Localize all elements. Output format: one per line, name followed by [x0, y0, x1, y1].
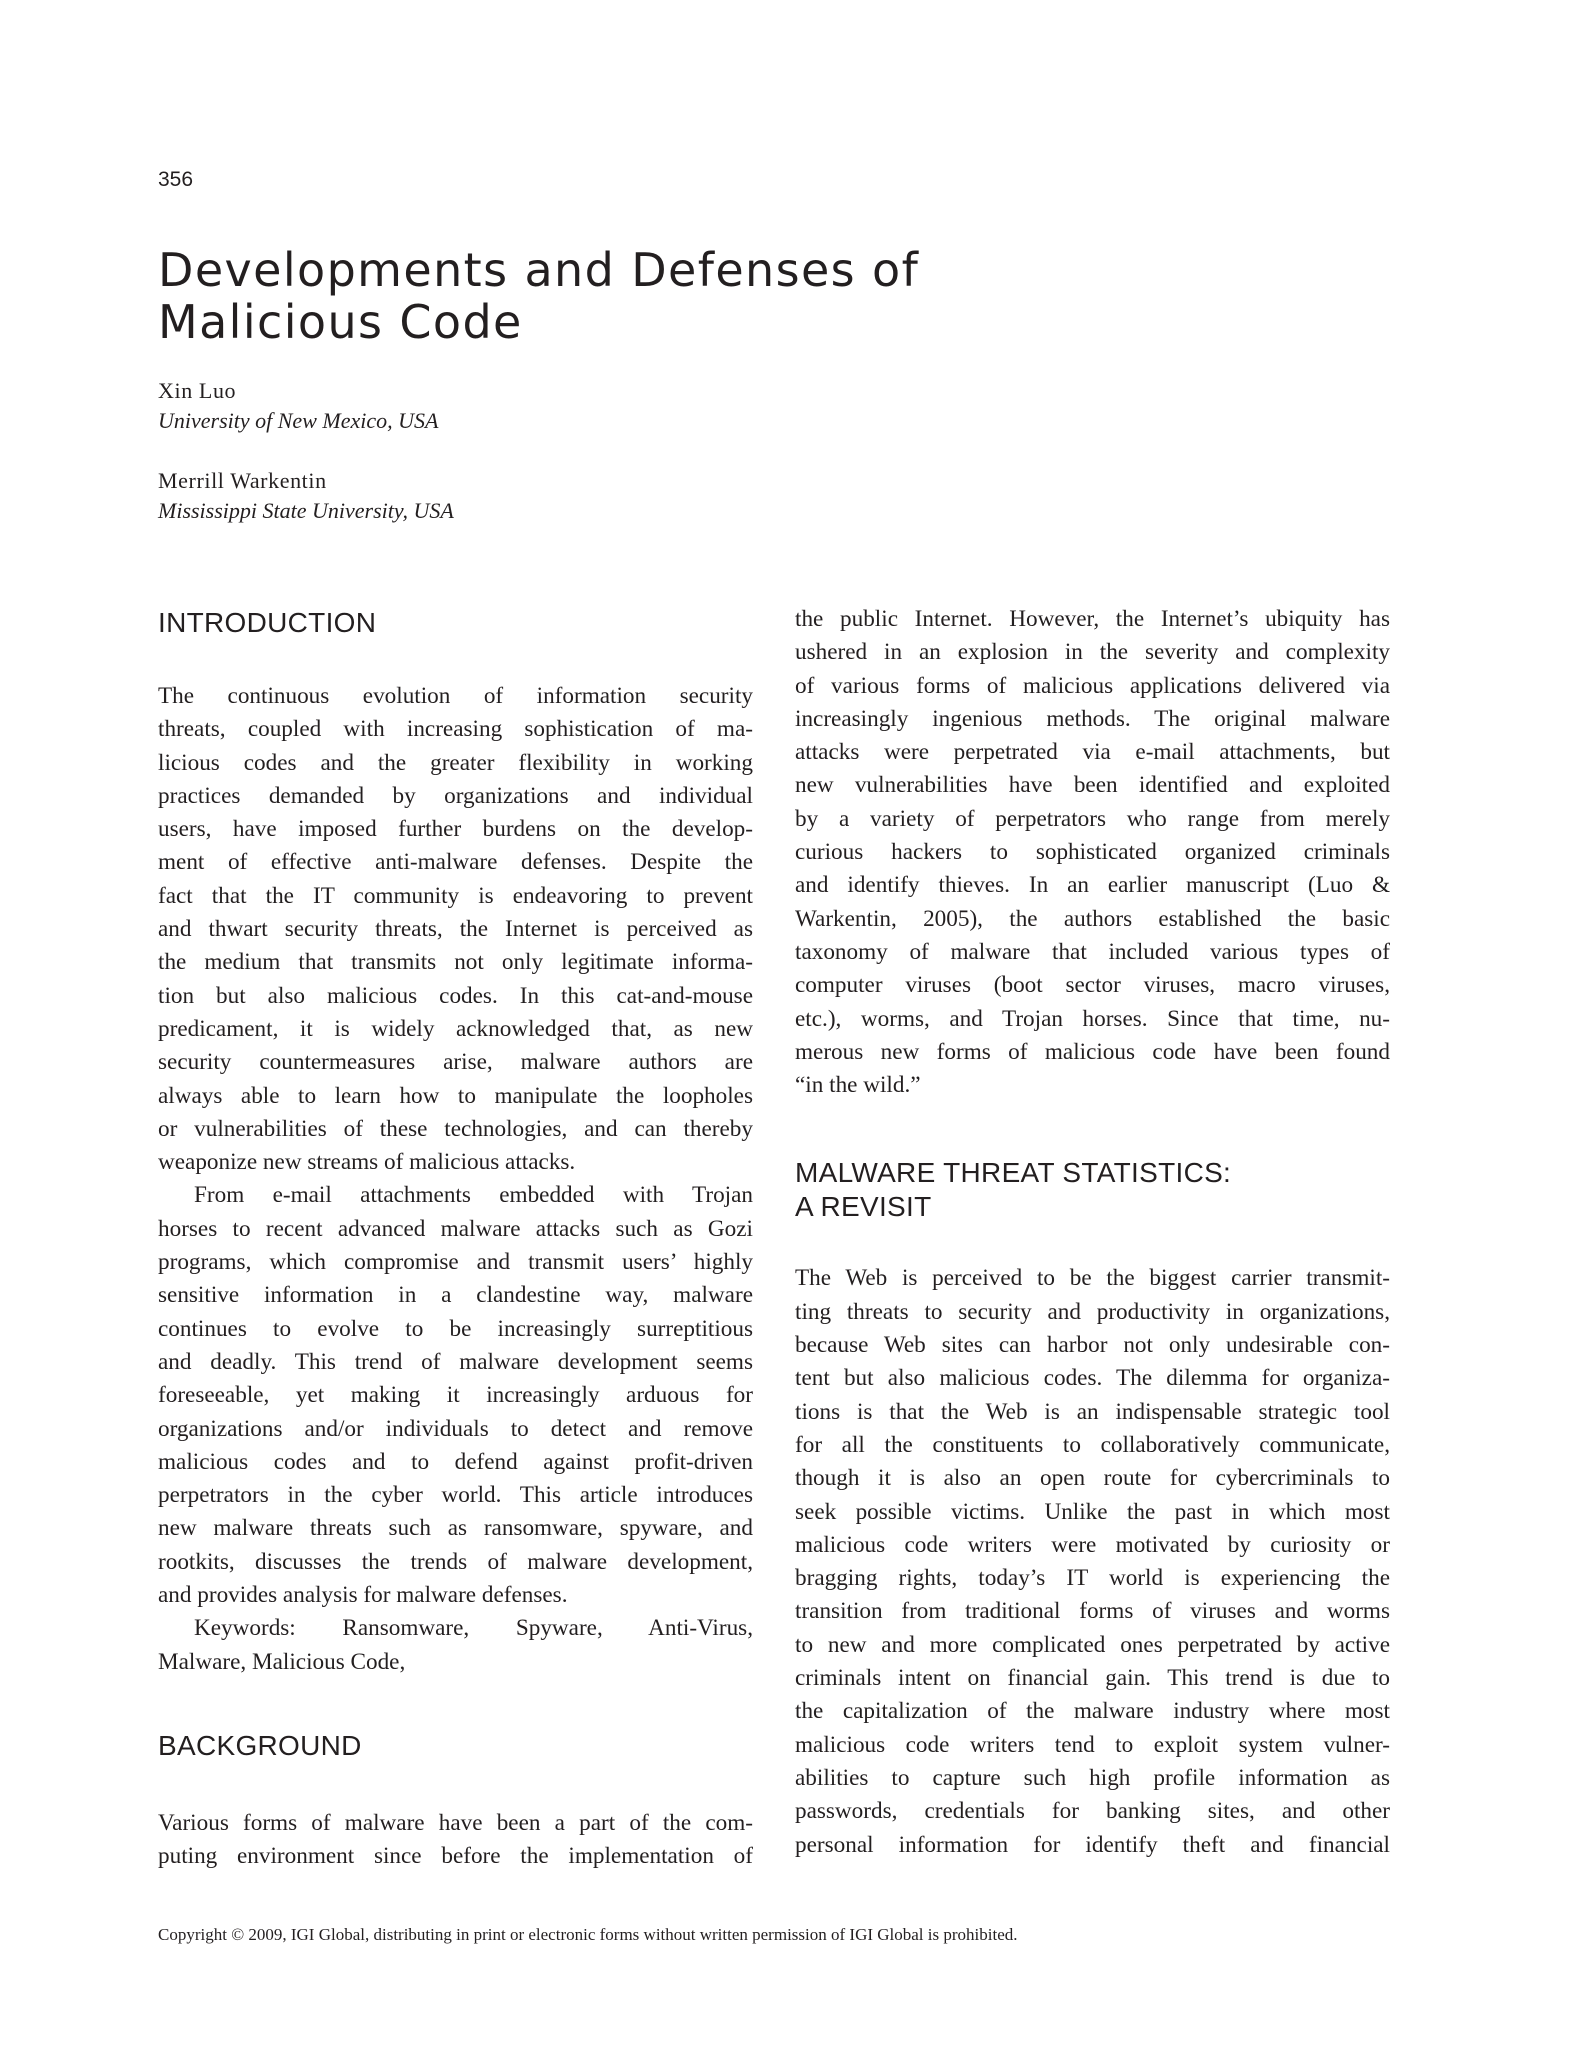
text-line: tion but also malicious codes. In this cat-and-mouse [158, 982, 753, 1009]
text-line: of various forms of malicious applications delivered via [795, 672, 1390, 699]
text-line: programs, which compromise and transmit users’ highly [158, 1249, 753, 1276]
text-line: malicious code writers tend to exploit system vulner- [795, 1731, 1390, 1758]
intro-paragraph-1 [158, 680, 753, 1179]
text-line: threats, coupled with increasing sophistication of ma- [158, 716, 753, 743]
text-line: tions is that the Web is an indispensable strategic tool [795, 1398, 1390, 1425]
text-line: organizations and/or individuals to detect and remove [158, 1415, 753, 1442]
text-line: sensitive information in a clandestine way, malware [158, 1282, 753, 1309]
text-line: continues to evolve to be increasingly surreptitious [158, 1315, 753, 1342]
section-heading-background [158, 1729, 753, 1763]
text-line: etc.), worms, and Trojan horses. Since that time, nu- [795, 1005, 1390, 1032]
text-line: because Web sites can harbor not only undesirable con- [795, 1332, 1390, 1359]
text-line: and identify thieves. In an earlier manuscript (Luo & [795, 872, 1390, 899]
author-block [158, 466, 454, 526]
page-number: 356 [158, 168, 194, 191]
background-paragraph [158, 1807, 753, 1874]
text-line: passwords, credentials for banking sites, and other [795, 1798, 1390, 1825]
text-line: attacks were perpetrated via e-mail attachments, but [795, 739, 1390, 766]
text-line: rootkits, discusses the trends of malware development, [158, 1548, 753, 1575]
text-line: or vulnerabilities of these technologies, and can thereby [158, 1115, 753, 1142]
text-line: and thwart security threats, the Internet is perceived as [158, 916, 753, 943]
statistics-paragraph [795, 1262, 1390, 1861]
author-affiliation: University of New Mexico, USA [158, 408, 439, 433]
text-line: seek possible victims. Unlike the past in which most [795, 1498, 1390, 1525]
text-line: the public Internet. However, the Internet’s ubiquity has [795, 606, 1390, 632]
text-line: perpetrators in the cyber world. This article introduces [158, 1482, 753, 1509]
text-line: horses to recent advanced malware attacks such as Gozi [158, 1215, 753, 1242]
text-line: computer viruses (boot sector viruses, macro viruses, [795, 972, 1390, 999]
heading-line: A REVISIT [795, 1191, 932, 1223]
text-line: Keywords: Ransomware, Spyware, Anti-Virus, [194, 1615, 753, 1642]
text-line: ment of effective anti-malware defenses. Despite the [158, 849, 753, 876]
text-line: Malware, Malicious Code, [158, 1648, 406, 1675]
left-column [158, 606, 753, 1874]
section-heading-introduction [158, 606, 753, 640]
text-line: malicious code writers were motivated by curiosity or [795, 1531, 1390, 1558]
text-line: always able to learn how to manipulate the loopholes [158, 1082, 753, 1109]
text-line: to new and more complicated ones perpetrated by active [795, 1631, 1390, 1658]
text-line: puting environment since before the implementation of [158, 1843, 753, 1870]
heading-line: INTRODUCTION [158, 607, 377, 638]
text-line: security countermeasures arise, malware authors are [158, 1049, 753, 1076]
heading-line: BACKGROUND [158, 1729, 362, 1761]
text-line: taxonomy of malware that included various types of [795, 938, 1390, 965]
text-line: practices demanded by organizations and individual [158, 782, 753, 809]
text-line: and provides analysis for malware defenses. [158, 1582, 568, 1609]
text-line: new malware threats such as ransomware, spyware, and [158, 1515, 753, 1542]
text-line: curious hackers to sophisticated organized criminals [795, 839, 1390, 866]
author-name: Merrill Warkentin [158, 468, 327, 493]
text-line: criminals intent on financial gain. This trend is due to [795, 1665, 1390, 1692]
title-line: Developments and Defenses of [158, 243, 920, 297]
text-line: Warkentin, 2005), the authors established the basic [795, 905, 1390, 932]
text-line: malicious codes and to defend against profit-driven [158, 1448, 753, 1475]
article-title [158, 244, 1058, 348]
text-line: weaponize new streams of malicious attacks. [158, 1149, 576, 1176]
text-line: fact that the IT community is endeavoring to prevent [158, 882, 753, 909]
text-line: the capitalization of the malware industry where most [795, 1698, 1390, 1725]
text-line: increasingly ingenious methods. The original malware [795, 705, 1390, 732]
author-name: Xin Luo [158, 378, 237, 403]
text-line: by a variety of perpetrators who range from merely [795, 805, 1390, 832]
text-line: abilities to capture such high profile information as [795, 1764, 1390, 1791]
right-column [795, 603, 1390, 1862]
background-paragraph-continued [795, 603, 1390, 1102]
text-line: ting threats to security and productivity in organizations, [795, 1298, 1390, 1325]
author-affiliation: Mississippi State University, USA [158, 498, 454, 523]
text-line: users, have imposed further burdens on the develop- [158, 816, 753, 843]
text-line: tent but also malicious codes. The dilemma for organiza- [795, 1365, 1390, 1392]
text-line: foreseeable, yet making it increasingly arduous for [158, 1382, 753, 1409]
text-line: and deadly. This trend of malware development seems [158, 1348, 753, 1375]
title-line: Malicious Code [158, 295, 523, 349]
heading-line: MALWARE THREAT STATISTICS: [795, 1157, 1232, 1189]
keywords [158, 1612, 753, 1679]
intro-paragraph-2 [158, 1179, 753, 1612]
text-line: licious codes and the greater flexibility in working [158, 749, 753, 776]
text-line: transition from traditional forms of viruses and worms [795, 1598, 1390, 1625]
text-line: The Web is perceived to be the biggest carrier transmit- [795, 1265, 1390, 1292]
text-line: new vulnerabilities have been identified and exploited [795, 772, 1390, 799]
text-line: for all the constituents to collaboratively communicate, [795, 1431, 1390, 1458]
text-line: Various forms of malware have been a part of the com- [158, 1809, 753, 1836]
text-line: though it is also an open route for cybercriminals to [795, 1465, 1390, 1492]
section-heading-malware-threat-statistics [795, 1156, 1390, 1224]
text-line: “in the wild.” [795, 1072, 921, 1099]
text-line: predicament, it is widely acknowledged that, as new [158, 1015, 753, 1042]
text-line: personal information for identify theft and financial [795, 1831, 1390, 1858]
text-line: the medium that transmits not only legitimate informa- [158, 949, 753, 976]
text-line: The continuous evolution of information security [158, 683, 753, 709]
text-line: merous new forms of malicious code have been found [795, 1038, 1390, 1065]
copyright-footer: Copyright © 2009, IGI Global, distributing in print or electronic forms without written permission of IGI Global is prohibited. [158, 1925, 1018, 1944]
text-line: ushered in an explosion in the severity and complexity [795, 639, 1390, 666]
author-block [158, 376, 438, 436]
text-line: bragging rights, today’s IT world is experiencing the [795, 1565, 1390, 1592]
text-line: From e-mail attachments embedded with Trojan [194, 1182, 753, 1209]
